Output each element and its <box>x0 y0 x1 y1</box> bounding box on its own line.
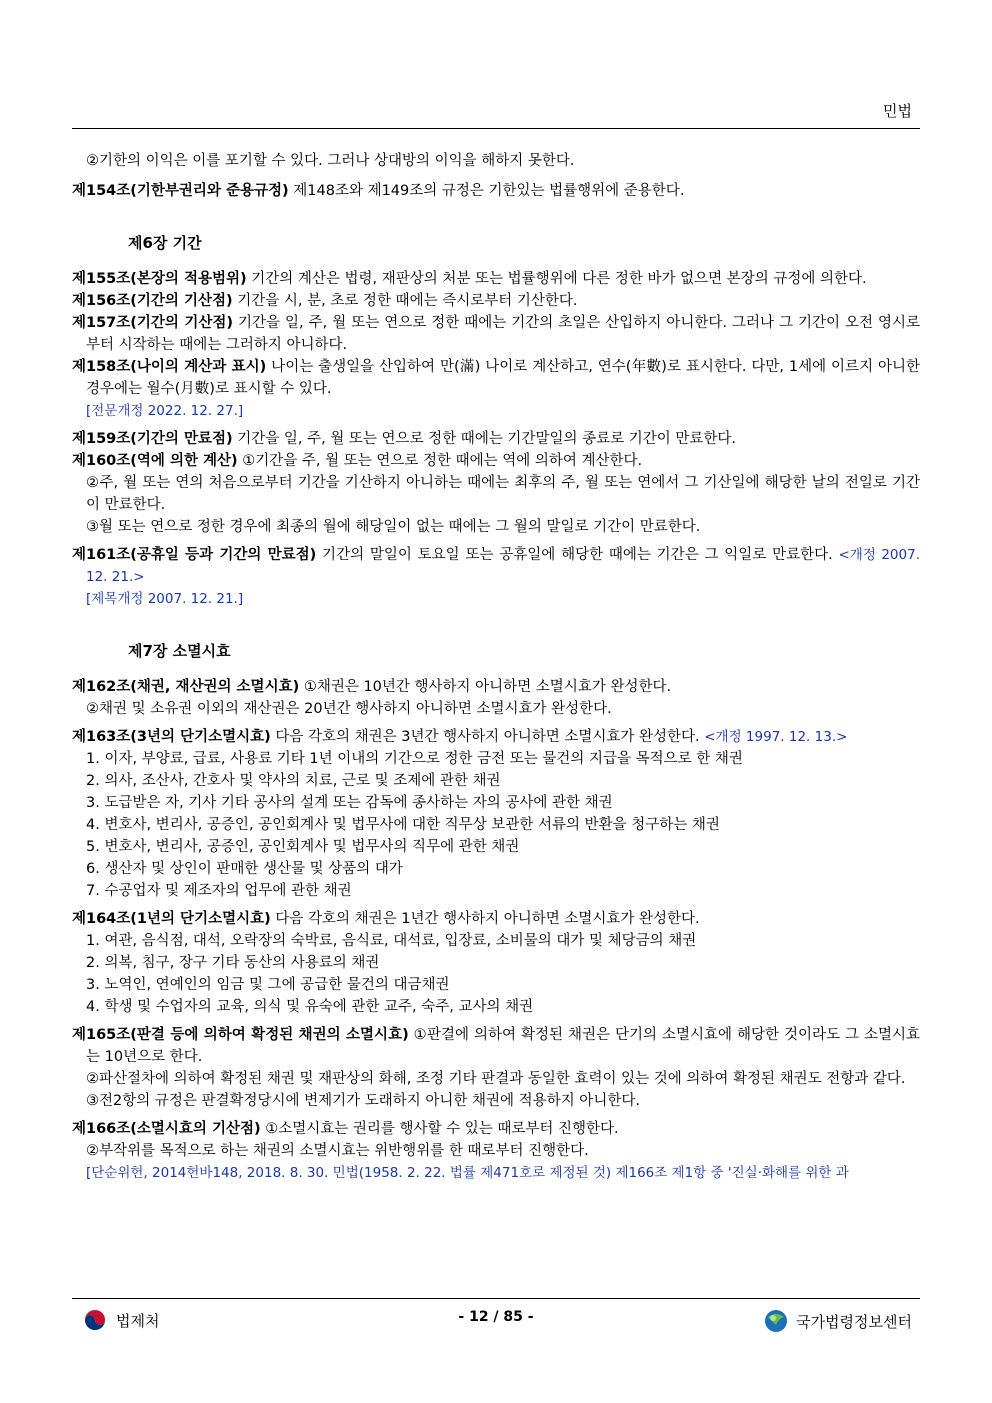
article-heading: 제166조(소멸시효의 기산점) <box>72 1121 261 1137</box>
article-heading: 제160조(역에 의한 계산) <box>72 453 238 469</box>
footer-center-label: 국가법령정보센터 <box>796 1312 912 1331</box>
article-159 <box>72 428 920 450</box>
article-text: 기간의 말일이 토요일 또는 공휴일에 해당한 때에는 기간은 그 익일로 만료한다. <box>316 547 839 563</box>
article-text: 기간을 시, 분, 초로 정한 때에는 즉시로부터 기산한다. <box>232 293 578 309</box>
page-number: - 12 / 85 - <box>458 1309 534 1325</box>
paragraph: ②기한의 이익은 이를 포기할 수 있다. 그러나 상대방의 이익을 해하지 못한다. <box>86 153 575 169</box>
article-161 <box>72 544 920 588</box>
law-name: 민법 <box>883 102 912 120</box>
page-header <box>72 96 920 129</box>
article-156 <box>72 290 920 312</box>
article-text: 기간의 계산은 법령, 재판상의 처분 또는 법률행위에 다른 정한 바가 없으면 본장의 규정에 의한다. <box>246 271 867 287</box>
amendment-note: <개정 2007. 12. 21.> <box>86 547 920 585</box>
page-footer <box>72 1298 920 1339</box>
paragraph: ③월 또는 연으로 정한 경우에 최종의 월에 해당일이 없는 때에는 그 월의 말일로 기간이 만료한다. <box>86 519 701 535</box>
chapter-heading: 제6장 기간 <box>128 234 202 252</box>
paragraph: ③전2항의 규정은 판결확정당시에 변제기가 도래하지 아니한 채권에 적용하지 아니한다. <box>86 1093 640 1109</box>
paragraph: ②채권 및 소유권 이외의 재산권은 20년간 행사하지 아니하면 소멸시효가 완성한다. <box>86 701 612 717</box>
article-text: 다음 각호의 채권은 3년간 행사하지 아니하면 소멸시효가 완성한다. <box>270 729 705 745</box>
article-162 <box>72 676 920 720</box>
article-164 <box>72 908 920 1018</box>
article-157 <box>72 312 920 356</box>
article-heading: 제163조(3년의 단기소멸시효) <box>72 729 271 745</box>
paragraph: ②부작위를 목적으로 하는 채권의 소멸시효는 위반행위를 한 때로부터 진행한다. <box>86 1143 589 1159</box>
list-item: 2. 의복, 침구, 장구 기타 동산의 사용료의 채권 <box>86 955 380 971</box>
article-158 <box>72 356 920 400</box>
court-decision-note: [단순위헌, 2014헌바148, 2018. 8. 30. 민법(1958. 2. 22. 법률 제471호로 제정된 것) 제166조 제1항 중 '진실·화해를 위한 과 <box>86 1165 849 1181</box>
paragraph: ②주, 월 또는 연의 처음으로부터 기간을 기산하지 아니하는 때에는 최후의 주, 월 또는 연에서 그 기산일에 해당한 날의 전일로 기간이 만료한다. <box>86 475 920 513</box>
article-text: 기간을 일, 주, 월 또는 연으로 정한 때에는 기간의 초일은 산입하지 아니한다. 그러나 그 기간이 오전 영시로부터 시작하는 때에는 그러하지 아니하다. <box>86 315 920 353</box>
article-first-line <box>72 726 920 748</box>
article-first-line <box>72 1024 920 1068</box>
list-item: 1. 이자, 부양료, 급료, 사용료 기타 1년 이내의 기간으로 정한 금전 또는 물건의 지급을 목적으로 한 채권 <box>86 751 743 767</box>
list-item: 3. 노역인, 연예인의 임금 및 그에 공급한 물건의 대금채권 <box>86 977 450 993</box>
document-body <box>72 150 920 1190</box>
article-155 <box>72 268 920 290</box>
paragraph: ②파산절차에 의하여 확정된 채권 및 재판상의 화해, 조정 기타 판결과 동일한 효력이 있는 것에 의하여 확정된 채권도 전항과 같다. <box>86 1071 906 1087</box>
article-text: ①판결에 의하여 확정된 채권은 단기의 소멸시효에 해당한 것이라도 그 소멸시효는 10년으로 한다. <box>86 1027 920 1065</box>
list-item: 7. 수공업자 및 제조자의 업무에 관한 채권 <box>86 883 352 899</box>
article-heading: 제157조(기간의 기산점) <box>72 315 234 331</box>
article-first-line <box>72 908 920 930</box>
article-text: ①기간을 주, 월 또는 연으로 정한 때에는 역에 의하여 계산한다. <box>237 453 643 469</box>
article-heading: 제164조(1년의 단기소멸시효) <box>72 911 271 927</box>
amendment-note: [전문개정 2022. 12. 27.] <box>86 403 244 419</box>
list-item: 1. 여관, 음식점, 대석, 오락장의 숙박료, 음식료, 대석료, 입장료, 소비물의 대가 및 체당금의 채권 <box>86 933 697 949</box>
article-heading: 제155조(본장의 적용범위) <box>72 271 247 287</box>
article-165 <box>72 1024 920 1112</box>
article-text: 제148조와 제149조의 규정은 기한있는 법률행위에 준용한다. <box>288 183 685 199</box>
article-heading: 제161조(공휴일 등과 기간의 만료점) <box>72 547 317 563</box>
list-item: 5. 변호사, 변리사, 공증인, 공인회계사 및 법무사의 직무에 관한 채권 <box>86 839 520 855</box>
article-163 <box>72 726 920 902</box>
article-heading: 제165조(판결 등에 의하여 확정된 채권의 소멸시효) <box>72 1027 409 1043</box>
article-first-line <box>72 450 920 472</box>
article-heading: 제158조(나이의 계산과 표시) <box>72 359 267 375</box>
article-first-line <box>72 676 920 698</box>
list-item: 4. 변호사, 변리사, 공증인, 공인회계사 및 법무사에 대한 직무상 보관한 서류의 반환을 청구하는 채권 <box>86 817 720 833</box>
article-heading: 제159조(기간의 만료점) <box>72 431 233 447</box>
article-166 <box>72 1118 920 1184</box>
footer-right <box>764 1309 912 1333</box>
article-text: 나이는 출생일을 산입하여 만(滿) 나이로 계산하고, 연수(年數)로 표시한다. 다만, 1세에 이르지 아니한 경우에는 월수(月數)로 표시할 수 있다. <box>86 359 920 397</box>
article-heading: 제156조(기간의 기산점) <box>72 293 233 309</box>
amendment-note: [제목개정 2007. 12. 21.] <box>86 591 244 607</box>
list-item: 4. 학생 및 수업자의 교육, 의식 및 유숙에 관한 교주, 숙주, 교사의 채권 <box>86 999 534 1015</box>
article-text: 다음 각호의 채권은 1년간 행사하지 아니하면 소멸시효가 완성한다. <box>270 911 700 927</box>
article-heading: 제154조(기한부권리와 준용규정) <box>72 183 289 199</box>
article-160 <box>72 450 920 538</box>
globe-logo-icon <box>764 1309 788 1333</box>
amendment-note: <개정 1997. 12. 13.> <box>704 729 848 745</box>
footer-agency-label: 법제처 <box>116 1311 160 1330</box>
list-item: 3. 도급받은 자, 기사 기타 공사의 설계 또는 감독에 종사하는 자의 공사에 관한 채권 <box>86 795 613 811</box>
article-heading: 제162조(채권, 재산권의 소멸시효) <box>72 679 300 695</box>
article-text: ①채권은 10년간 행사하지 아니하면 소멸시효가 완성한다. <box>299 679 672 695</box>
list-item: 6. 생산자 및 상인이 판매한 생산물 및 상품의 대가 <box>86 861 403 877</box>
article-154 <box>72 180 920 202</box>
article-text: ①소멸시효는 권리를 행사할 수 있는 때로부터 진행한다. <box>260 1121 619 1137</box>
list-item: 2. 의사, 조산사, 간호사 및 약사의 치료, 근로 및 조제에 관한 채권 <box>86 773 501 789</box>
article-first-line <box>72 1118 920 1140</box>
chapter-heading: 제7장 소멸시효 <box>128 642 231 660</box>
article-text: 기간을 일, 주, 월 또는 연으로 정한 때에는 기간말일의 종료로 기간이 만료한다. <box>232 431 736 447</box>
